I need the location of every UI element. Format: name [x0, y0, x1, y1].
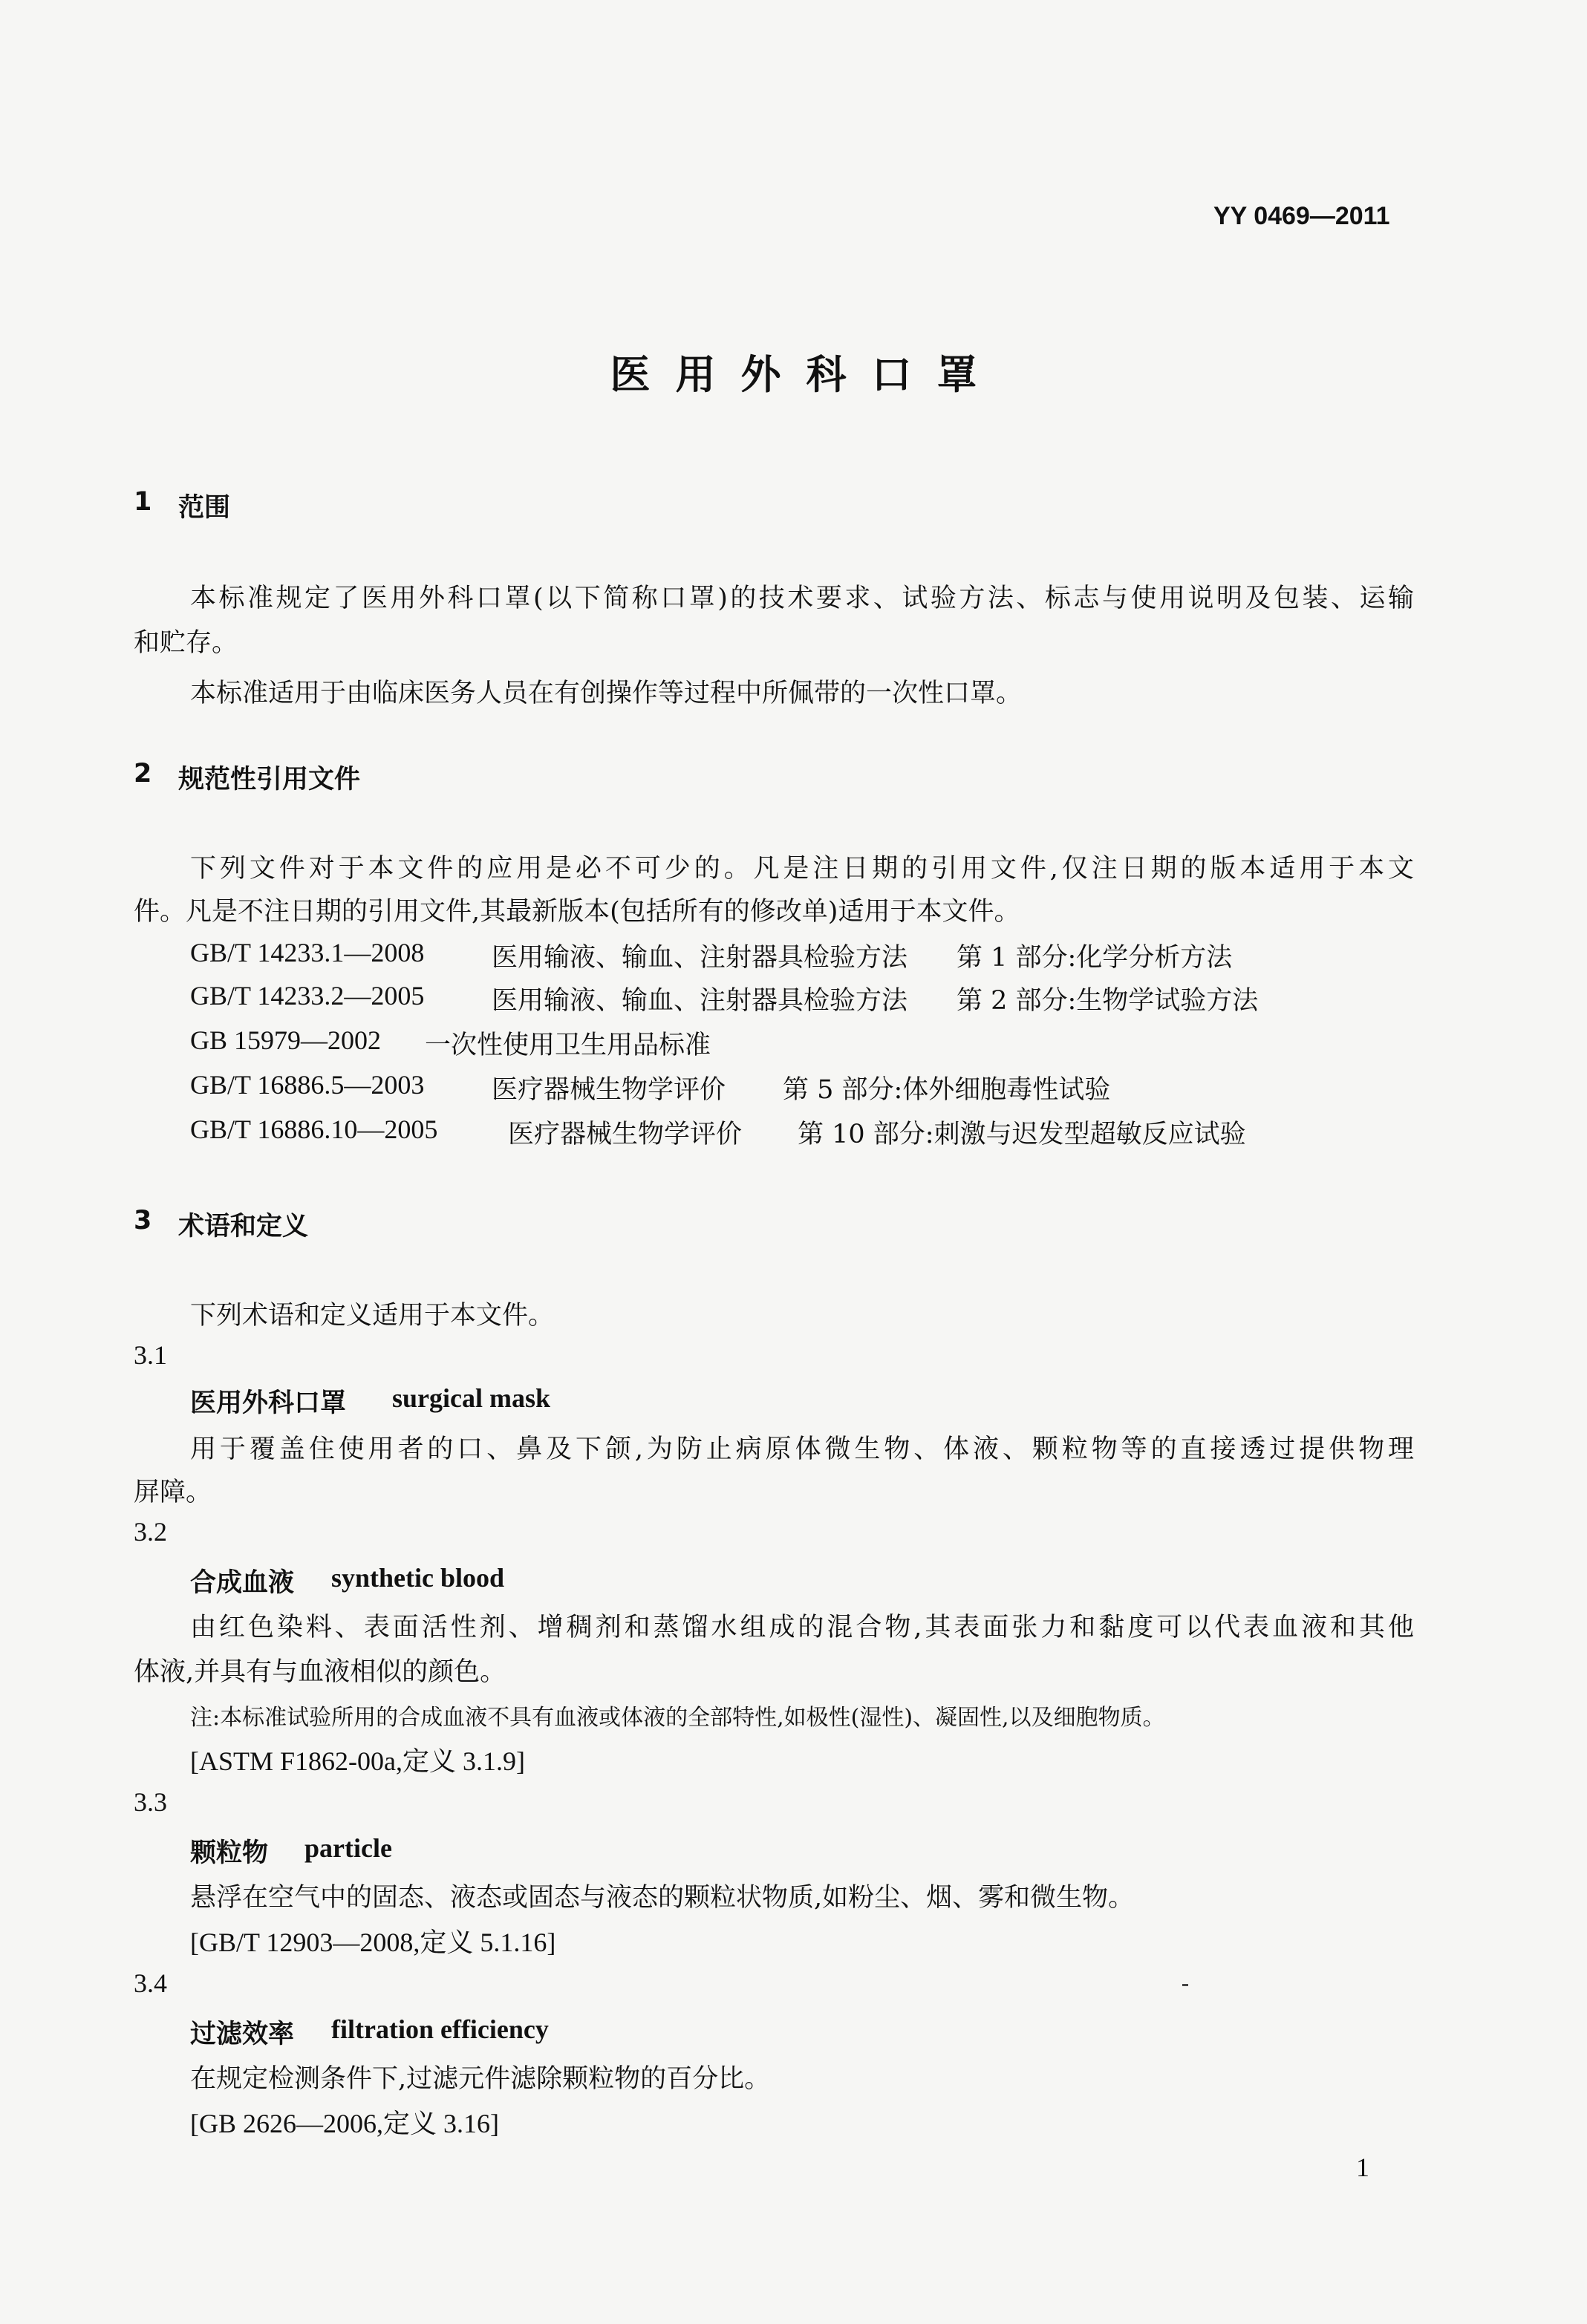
term-chinese: 合成血液: [190, 1568, 295, 1598]
reference-part: 第 2 部分:生物学试验方法: [957, 986, 1259, 1016]
definition-line: 体液,并具有与血液相似的颜色。: [134, 1657, 506, 1687]
paragraph-line: 本标准规定了医用外科口罩(以下简称口罩)的技术要求、试验方法、标志与使用说明及包装、运输: [190, 584, 1414, 613]
section-number: 3: [134, 1206, 152, 1236]
document-code: YY 0469—2011: [1213, 202, 1390, 230]
paragraph-line: 件。凡是不注日期的引用文件,其最新版本(包括所有的修改单)适用于本文件。: [134, 897, 1020, 927]
paragraph-line: 和贮存。: [134, 628, 238, 658]
term-chinese: 颗粒物: [190, 1838, 269, 1868]
term-chinese: 医用外科口罩: [190, 1388, 347, 1418]
definition-source: [ASTM F1862-00a,定义 3.1.9]: [190, 1746, 525, 1776]
reference-title: 医用输液、输血、注射器具检验方法: [492, 943, 908, 973]
reference-title: 医用输液、输血、注射器具检验方法: [492, 986, 908, 1016]
reference-part: 第 10 部分:刺激与迟发型超敏反应试验: [798, 1120, 1246, 1149]
reference-code: GB/T 14233.1—2008: [190, 938, 425, 967]
note: 注:本标准试验所用的合成血液不具有血液或体液的全部特性,如极性(湿性)、凝固性,以及细胞物质。: [190, 1705, 1165, 1731]
definition-line: 屏障。: [134, 1478, 212, 1507]
term-english: synthetic blood: [331, 1563, 505, 1593]
term-number: 3.4: [134, 1968, 167, 1998]
section-heading: 术语和定义: [178, 1212, 309, 1241]
reference-code: GB/T 16886.5—2003: [190, 1070, 425, 1100]
definition-source: [GB 2626—2006,定义 3.16]: [190, 2109, 499, 2138]
section-number: 1: [134, 487, 152, 517]
term-english: particle: [304, 1833, 392, 1863]
reference-title: 医疗器械生物学评价: [492, 1075, 726, 1105]
definition-line: 由红色染料、表面活性剂、增稠剂和蒸馏水组成的混合物,其表面张力和黏度可以代表血液和其他: [190, 1613, 1414, 1642]
definition-line: 在规定检测条件下,过滤元件滤除颗粒物的百分比。: [190, 2064, 771, 2094]
definition-line: 悬浮在空气中的固态、液态或固态与液态的颗粒状物质,如粉尘、烟、雾和微生物。: [190, 1883, 1135, 1913]
paragraph: 本标准适用于由临床医务人员在有创操作等过程中所佩带的一次性口罩。: [190, 679, 1023, 708]
reference-code: GB/T 14233.2—2005: [190, 981, 425, 1011]
section-heading: 范围: [178, 493, 231, 523]
reference-code: GB 15979—2002: [190, 1025, 382, 1055]
term-english: filtration efficiency: [331, 2014, 549, 2044]
reference-code: GB/T 16886.10—2005: [190, 1114, 438, 1144]
definition-source: [GB/T 12903—2008,定义 5.1.16]: [190, 1928, 556, 1957]
term-english: surgical mask: [392, 1383, 551, 1413]
section-heading: 规范性引用文件: [178, 765, 361, 794]
paragraph-line: 下列文件对于本文件的应用是必不可少的。凡是注日期的引用文件,仅注日期的版本适用于本文: [190, 854, 1414, 884]
reference-title: 一次性使用卫生用品标准: [425, 1031, 711, 1060]
scan-speck: [1182, 1984, 1188, 1986]
page-title: 医用外科口罩: [610, 351, 1003, 398]
reference-title: 医疗器械生物学评价: [508, 1120, 743, 1149]
term-chinese: 过滤效率: [190, 2020, 295, 2049]
page-number: 1: [1356, 2152, 1369, 2182]
term-number: 3.3: [134, 1787, 167, 1817]
definition-line: 用于覆盖住使用者的口、鼻及下颌,为防止病原体微生物、体液、颗粒物等的直接透过提供物理: [190, 1434, 1414, 1464]
reference-part: 第 5 部分:体外细胞毒性试验: [783, 1075, 1111, 1105]
reference-part: 第 1 部分:化学分析方法: [957, 943, 1233, 973]
paragraph: 下列术语和定义适用于本文件。: [190, 1301, 555, 1331]
term-number: 3.2: [134, 1517, 167, 1547]
section-number: 2: [134, 759, 152, 789]
term-number: 3.1: [134, 1340, 167, 1370]
